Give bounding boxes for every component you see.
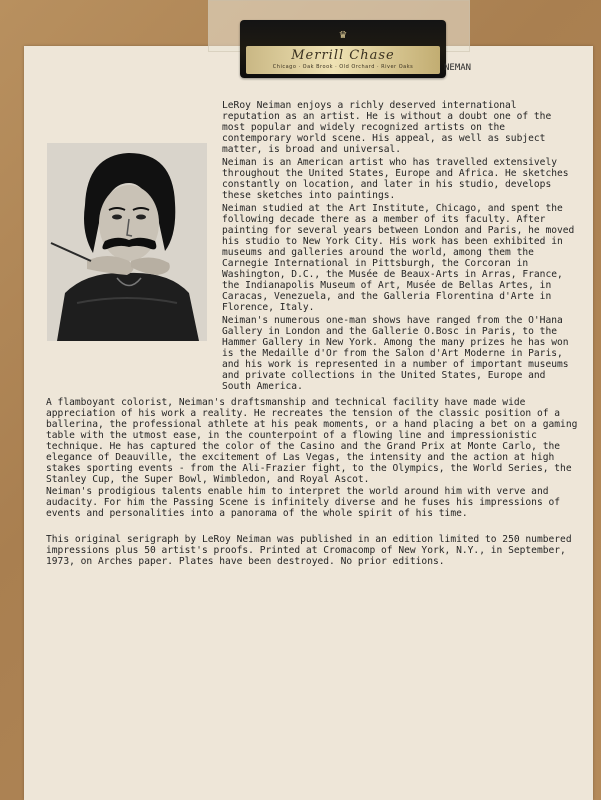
paragraph-travels: Neiman is an American artist who has travelled extensively throughout the United States, Europe and Africa. He sketches constantly on location, and later in his studio, develops these sketches into paintings.: [222, 157, 569, 201]
paragraph-edition-text: This original serigraph by LeRoy Neiman was published in an edition limited to 250 numbered impressions plus 50 artist's proofs. Printed at Cromacomp of New York, N.Y., in September, 1973, on Arches paper. Plates have been destroyed. No prior editions.: [46, 534, 572, 567]
paragraph-talents-text: Neiman's prodigious talents enable him to interpret the world around him with verve and audacity. For him the Passing Scene is infinitely diverse and he fuses his impressions of events and personalities into a panorama of the whole spirit of his time.: [46, 486, 561, 519]
paragraph-colorist-text: A flamboyant colorist, Neiman's draftsmanship and technical facility have made wide appreciation of his work a reality. He recreates the tension of the classic position of a ballerina, the professional athlete at his peak moments, or a hand placing a bet on a gaming table with the utmost ease, in the counterpoint of a flowing line and impressionistic technique. He has captured the color of the Casino and the Grand Prix at Monte Carlo, the elegance of Deauville, the excitement of Las Vegas, the intensity and the action at high stakes sporting events - from the Ali-Frazier fight, to the Olympics, the World Series, the Stanley Cup, the Super Bowl, Wimbledon, and Royal Ascot.: [46, 397, 578, 485]
artist-portrait: [47, 143, 207, 341]
paragraph-exhibitions: Neiman's numerous one-man shows have ranged from the O'Hana Gallery in London and the Gallerie O.Bosc in Paris, to the Hammer Gallery in New York. Among the many prizes he has won is the Medaille d'Or from the Salon d'Art Moderne in Paris, and his work is represented in a number of important museums and private collections in the United States, Europe and South America.: [222, 315, 569, 392]
portrait-image: [47, 143, 207, 341]
paragraph-edition: [46, 534, 586, 569]
paragraph-education: Neiman studied at the Art Institute, Chicago, and spent the following decade there as a member of its faculty. After painting for several years between London and Paris, he moved his studio to New York City. His work has been exhibited in museums and galleries around the world, among them the Carnegie International in Pittsburgh, the Corcoran in Washington, D.C., the Musée de Beaux-Arts in Arras, France, the Indianapolis Museum of Art, Musée de Bellas Artes, in Caracas, Venezuela, and the Galleria Florentina d'Arte in Florence, Italy.: [222, 203, 575, 313]
paragraph-reputation: LeRoy Neiman enjoys a richly deserved international reputation as an artist. He is without a doubt one of the most popular and widely recognized artists on the contemporary world scene. His appeal, as well as subject matter, is broad and universal.: [222, 100, 552, 155]
gallery-name: Merrill Chase: [291, 48, 395, 63]
gallery-locations: Chicago · Oak Brook · Old Orchard · River Oaks: [272, 64, 414, 70]
intro-column: [222, 100, 580, 394]
gallery-label: [240, 20, 446, 78]
header-fragment: NEMAN: [444, 63, 472, 73]
crest-icon: ♛: [339, 27, 347, 41]
paragraph-talents: [46, 486, 586, 521]
paragraph-colorist: [46, 397, 586, 487]
